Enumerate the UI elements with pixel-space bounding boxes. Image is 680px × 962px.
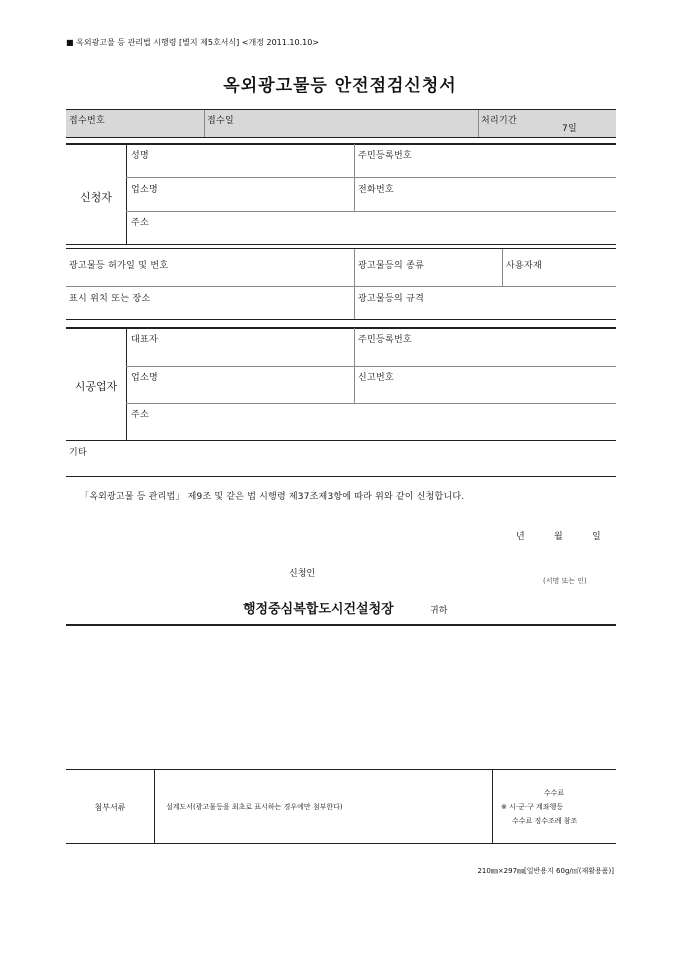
contractor-representative-field[interactable]: 대표자: [131, 335, 158, 345]
attachments-label: 첨부서류: [94, 803, 126, 812]
applicant-name-field[interactable]: 성명: [131, 151, 149, 161]
addressee-name: 행정중심복합도시건설청장: [243, 602, 394, 617]
date-day-label: 일: [592, 532, 601, 542]
contractor-report-number-field[interactable]: 신고번호: [358, 373, 394, 383]
applicant-phone-field[interactable]: 전화번호: [358, 185, 394, 195]
page-title: 옥외광고물등 안전점검신청서: [223, 76, 457, 96]
contractor-resident-number-field[interactable]: 주민등록번호: [358, 335, 412, 345]
contractor-section-label: 시공업자: [74, 380, 118, 393]
fee-line-1: ※ 시·군·구 계좌행등: [501, 803, 564, 811]
other-field[interactable]: 기타: [69, 448, 87, 458]
ad-spec-field[interactable]: 광고물등의 규격: [358, 294, 425, 304]
ad-permit-date-number-field[interactable]: 광고물등 허가일 및 번호: [69, 261, 169, 271]
receipt-number-label: 접수번호: [69, 116, 105, 126]
processing-period-value: 7일: [562, 124, 578, 134]
paper-spec: 210㎜×297㎜[일반용지 60g/㎡(재활용품)]: [477, 867, 614, 875]
fee-title: 수수료: [543, 789, 565, 797]
fee-line-2: 수수료 징수조례 참조: [512, 817, 578, 825]
addressee-suffix: 귀하: [430, 606, 448, 616]
date-month-label: 월: [554, 532, 563, 542]
applicant-section-label: 신청자: [80, 191, 112, 204]
applicant-address-field[interactable]: 주소: [131, 218, 149, 228]
applicant-resident-number-field[interactable]: 주민등록번호: [358, 151, 412, 161]
contractor-address-field[interactable]: 주소: [131, 410, 149, 420]
ad-location-field[interactable]: 표시 위치 또는 장소: [69, 294, 151, 304]
ad-material-field[interactable]: 사용자재: [506, 261, 542, 271]
contractor-business-name-field[interactable]: 업소명: [131, 373, 158, 383]
receipt-row: [66, 110, 616, 137]
sign-hint: (서명 또는 인): [543, 577, 587, 585]
receipt-date-label: 접수일: [207, 116, 234, 126]
applicant-business-name-field[interactable]: 업소명: [131, 185, 158, 195]
processing-period-label: 처리기간: [481, 116, 517, 126]
form-regulation-reference: 옥외광고물 등 관리법 시행령 [별지 제5호서식] <개정 2011.10.10>: [76, 38, 320, 47]
attachments-content: 설계도서(광고물등을 최초로 표시하는 경우에만 첨부한다): [166, 803, 343, 811]
applicant-sign-label: 신청인: [289, 569, 316, 579]
square-bullet-icon: ■: [66, 38, 74, 47]
ad-type-field[interactable]: 광고물등의 종류: [358, 261, 425, 271]
date-year-label: 년: [516, 532, 525, 542]
form-header-note: [66, 37, 319, 48]
declaration-text: 「옥외광고물 등 관리법」 제9조 및 같은 법 시행령 제37조제3항에 따라 위와 같이 신청합니다.: [80, 492, 465, 502]
